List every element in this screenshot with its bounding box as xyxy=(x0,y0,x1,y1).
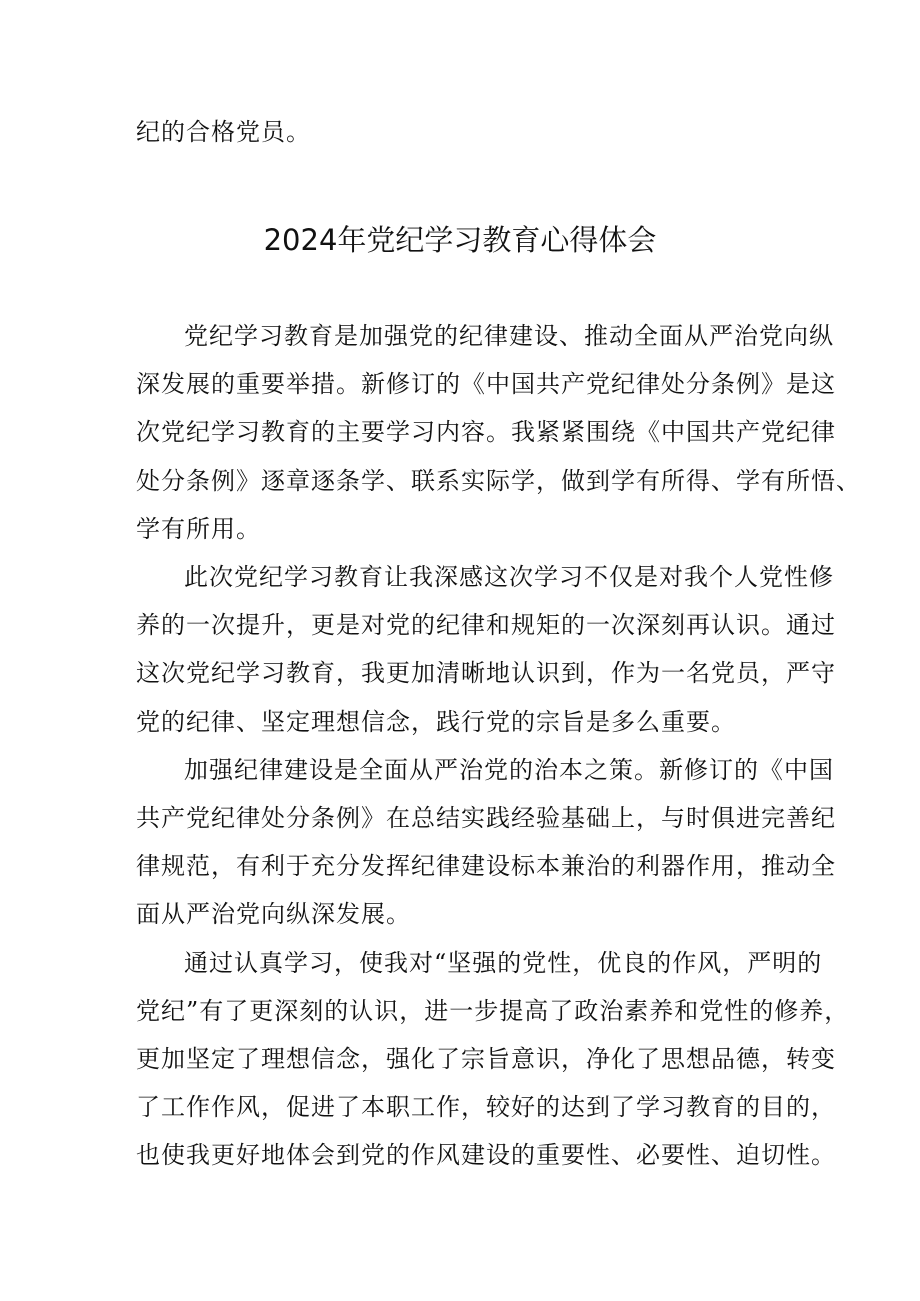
paragraph-line: 党的纪律、坚定理想信念，践行党的宗旨是多么重要。 xyxy=(136,707,736,736)
paragraph-line: 共产党纪律处分条例》在总结实践经验基础上，与时俱进完善纪 xyxy=(136,804,836,833)
paragraph-line: 养的一次提升，更是对党的纪律和规矩的一次深刻再认识。通过 xyxy=(136,611,836,640)
paragraph-line: 加强纪律建设是全面从严治党的治本之策。新修订的《中国 xyxy=(184,755,834,784)
paragraph-4 xyxy=(136,939,850,1180)
paragraph-line: 也使我更好地体会到党的作风建设的重要性、必要性、迫切性。 xyxy=(136,1141,836,1170)
document-body xyxy=(136,312,861,1180)
paragraph-line: 深发展的重要举措。新修订的《中国共产党纪律处分条例》是这 xyxy=(136,370,836,399)
paragraph-line: 党纪”有了更深刻的认识，进一步提高了政治素养和党性的修养， xyxy=(136,996,850,1025)
paragraph-line: 这次党纪学习教育，我更加清晰地认识到，作为一名党员，严守 xyxy=(136,659,836,688)
paragraph-line: 通过认真学习，使我对“坚强的党性，优良的作风，严明的 xyxy=(184,948,823,977)
paragraph-line: 此次党纪学习教育让我深感这次学习不仅是对我个人党性修 xyxy=(184,563,834,592)
paragraph-3 xyxy=(136,746,836,939)
paragraph-line: 党纪学习教育是加强党的纪律建设、推动全面从严治党向纵 xyxy=(184,322,834,350)
paragraph-line: 了工作作风，促进了本职工作，较好的达到了学习教育的目的， xyxy=(136,1093,836,1122)
paragraph-line: 更加坚定了理想信念，强化了宗旨意识，净化了思想品德，转变 xyxy=(136,1045,836,1074)
document-title: 2024年党纪学习教育心得体会 xyxy=(263,223,657,257)
continuation-text: 纪的合格党员。 xyxy=(136,118,311,146)
paragraph-line: 处分条例》逐章逐条学、联系实际学，做到学有所得、学有所悟、 xyxy=(136,466,861,495)
paragraph-line: 面从严治党向纵深发展。 xyxy=(136,900,411,929)
paragraph-line: 律规范，有利于充分发挥纪律建设标本兼治的利器作用，推动全 xyxy=(136,852,836,881)
paragraph-1 xyxy=(136,312,861,553)
paragraph-2 xyxy=(136,553,836,746)
paragraph-line: 学有所用。 xyxy=(136,514,261,543)
paragraph-line: 次党纪学习教育的主要学习内容。我紧紧围绕《中国共产党纪律 xyxy=(136,418,836,447)
